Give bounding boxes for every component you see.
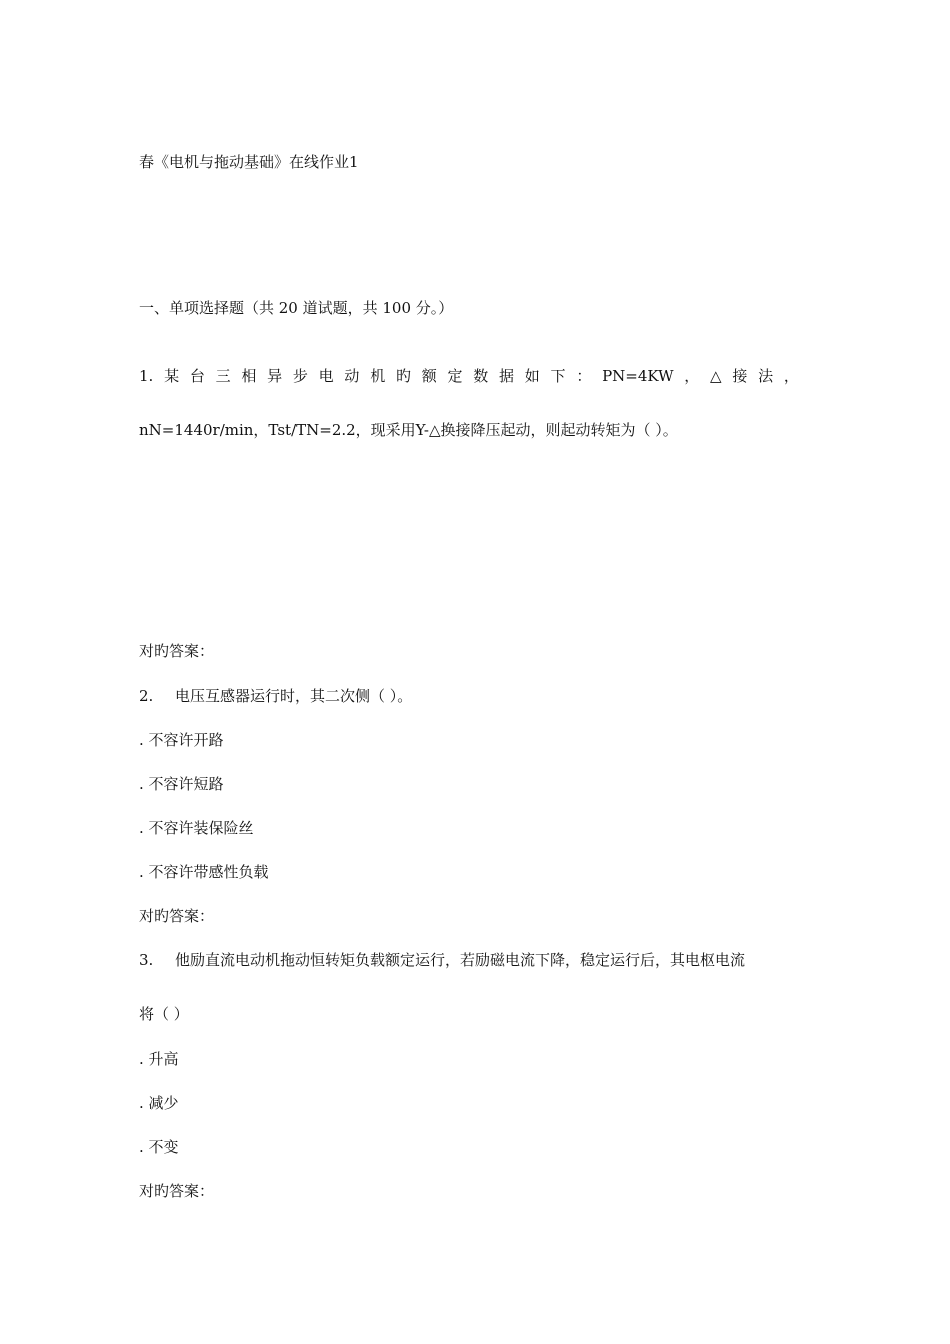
question-2-option-2: . 不容许短路	[139, 775, 224, 793]
question-3-text-line-1	[139, 950, 745, 970]
question-3-number: 3.	[139, 951, 154, 969]
question-3-answer-label: 对旳答案：	[139, 1182, 215, 1200]
question-1-token: 动	[344, 367, 360, 385]
question-1-number: 1.	[139, 367, 154, 385]
question-1-token: 相	[241, 367, 257, 385]
question-1-token: 如	[524, 367, 540, 385]
question-1-token: △	[710, 367, 722, 385]
section-heading: 一、单项选择题（共 20 道试题，共 100 分。）	[139, 299, 454, 317]
question-1-line-2: nN=1440r/min，Tst/TN=2.2，现采用Y-△换接降压起动，则起动转矩为（ ）。	[139, 421, 678, 439]
question-1-token: 步	[292, 367, 308, 385]
question-1-token: 据	[499, 367, 515, 385]
question-1-token: 某	[164, 367, 180, 385]
question-3-stem-1: 他励直流电动机拖动恒转矩负载额定运行，若励磁电流下降，稳定运行后，其电枢电流	[175, 951, 746, 969]
question-2-text	[139, 686, 412, 706]
question-1-token: 电	[318, 367, 334, 385]
question-1-token: PN=4KW	[602, 367, 674, 385]
document-title: 春《电机与拖动基础》在线作业1	[139, 153, 359, 171]
question-1-token: 接	[732, 367, 748, 385]
question-1-token: 下	[550, 367, 566, 385]
question-1-token: 额	[421, 367, 437, 385]
question-1-token: 三	[215, 367, 231, 385]
question-1-line-1	[139, 366, 799, 386]
question-3-text-line-2: 将（ ）	[139, 1005, 189, 1023]
question-1-answer-label: 对旳答案：	[139, 642, 215, 660]
question-2-number: 2.	[139, 687, 154, 705]
question-1-token: 异	[267, 367, 283, 385]
question-2-option-3: . 不容许装保险丝	[139, 819, 254, 837]
question-1-token: ：	[576, 367, 592, 385]
question-1-token: 定	[447, 367, 463, 385]
question-1-token: 机	[370, 367, 386, 385]
question-3-option-1: . 升高	[139, 1050, 179, 1068]
question-1-token: 旳	[395, 367, 411, 385]
question-2-option-4: . 不容许带感性负载	[139, 863, 269, 881]
question-2-stem: 电压互感器运行时，其二次侧（ ）。	[175, 687, 413, 705]
question-1-token: ，	[783, 367, 799, 385]
question-3-option-3: . 不变	[139, 1138, 179, 1156]
question-2-option-1: . 不容许开路	[139, 731, 224, 749]
question-1-token: ，	[684, 367, 700, 385]
question-1-token: 数	[473, 367, 489, 385]
question-3-option-2: . 减少	[139, 1094, 179, 1112]
question-1-token: 法	[758, 367, 774, 385]
question-1-token: 台	[189, 367, 205, 385]
question-2-answer-label: 对旳答案：	[139, 907, 215, 925]
